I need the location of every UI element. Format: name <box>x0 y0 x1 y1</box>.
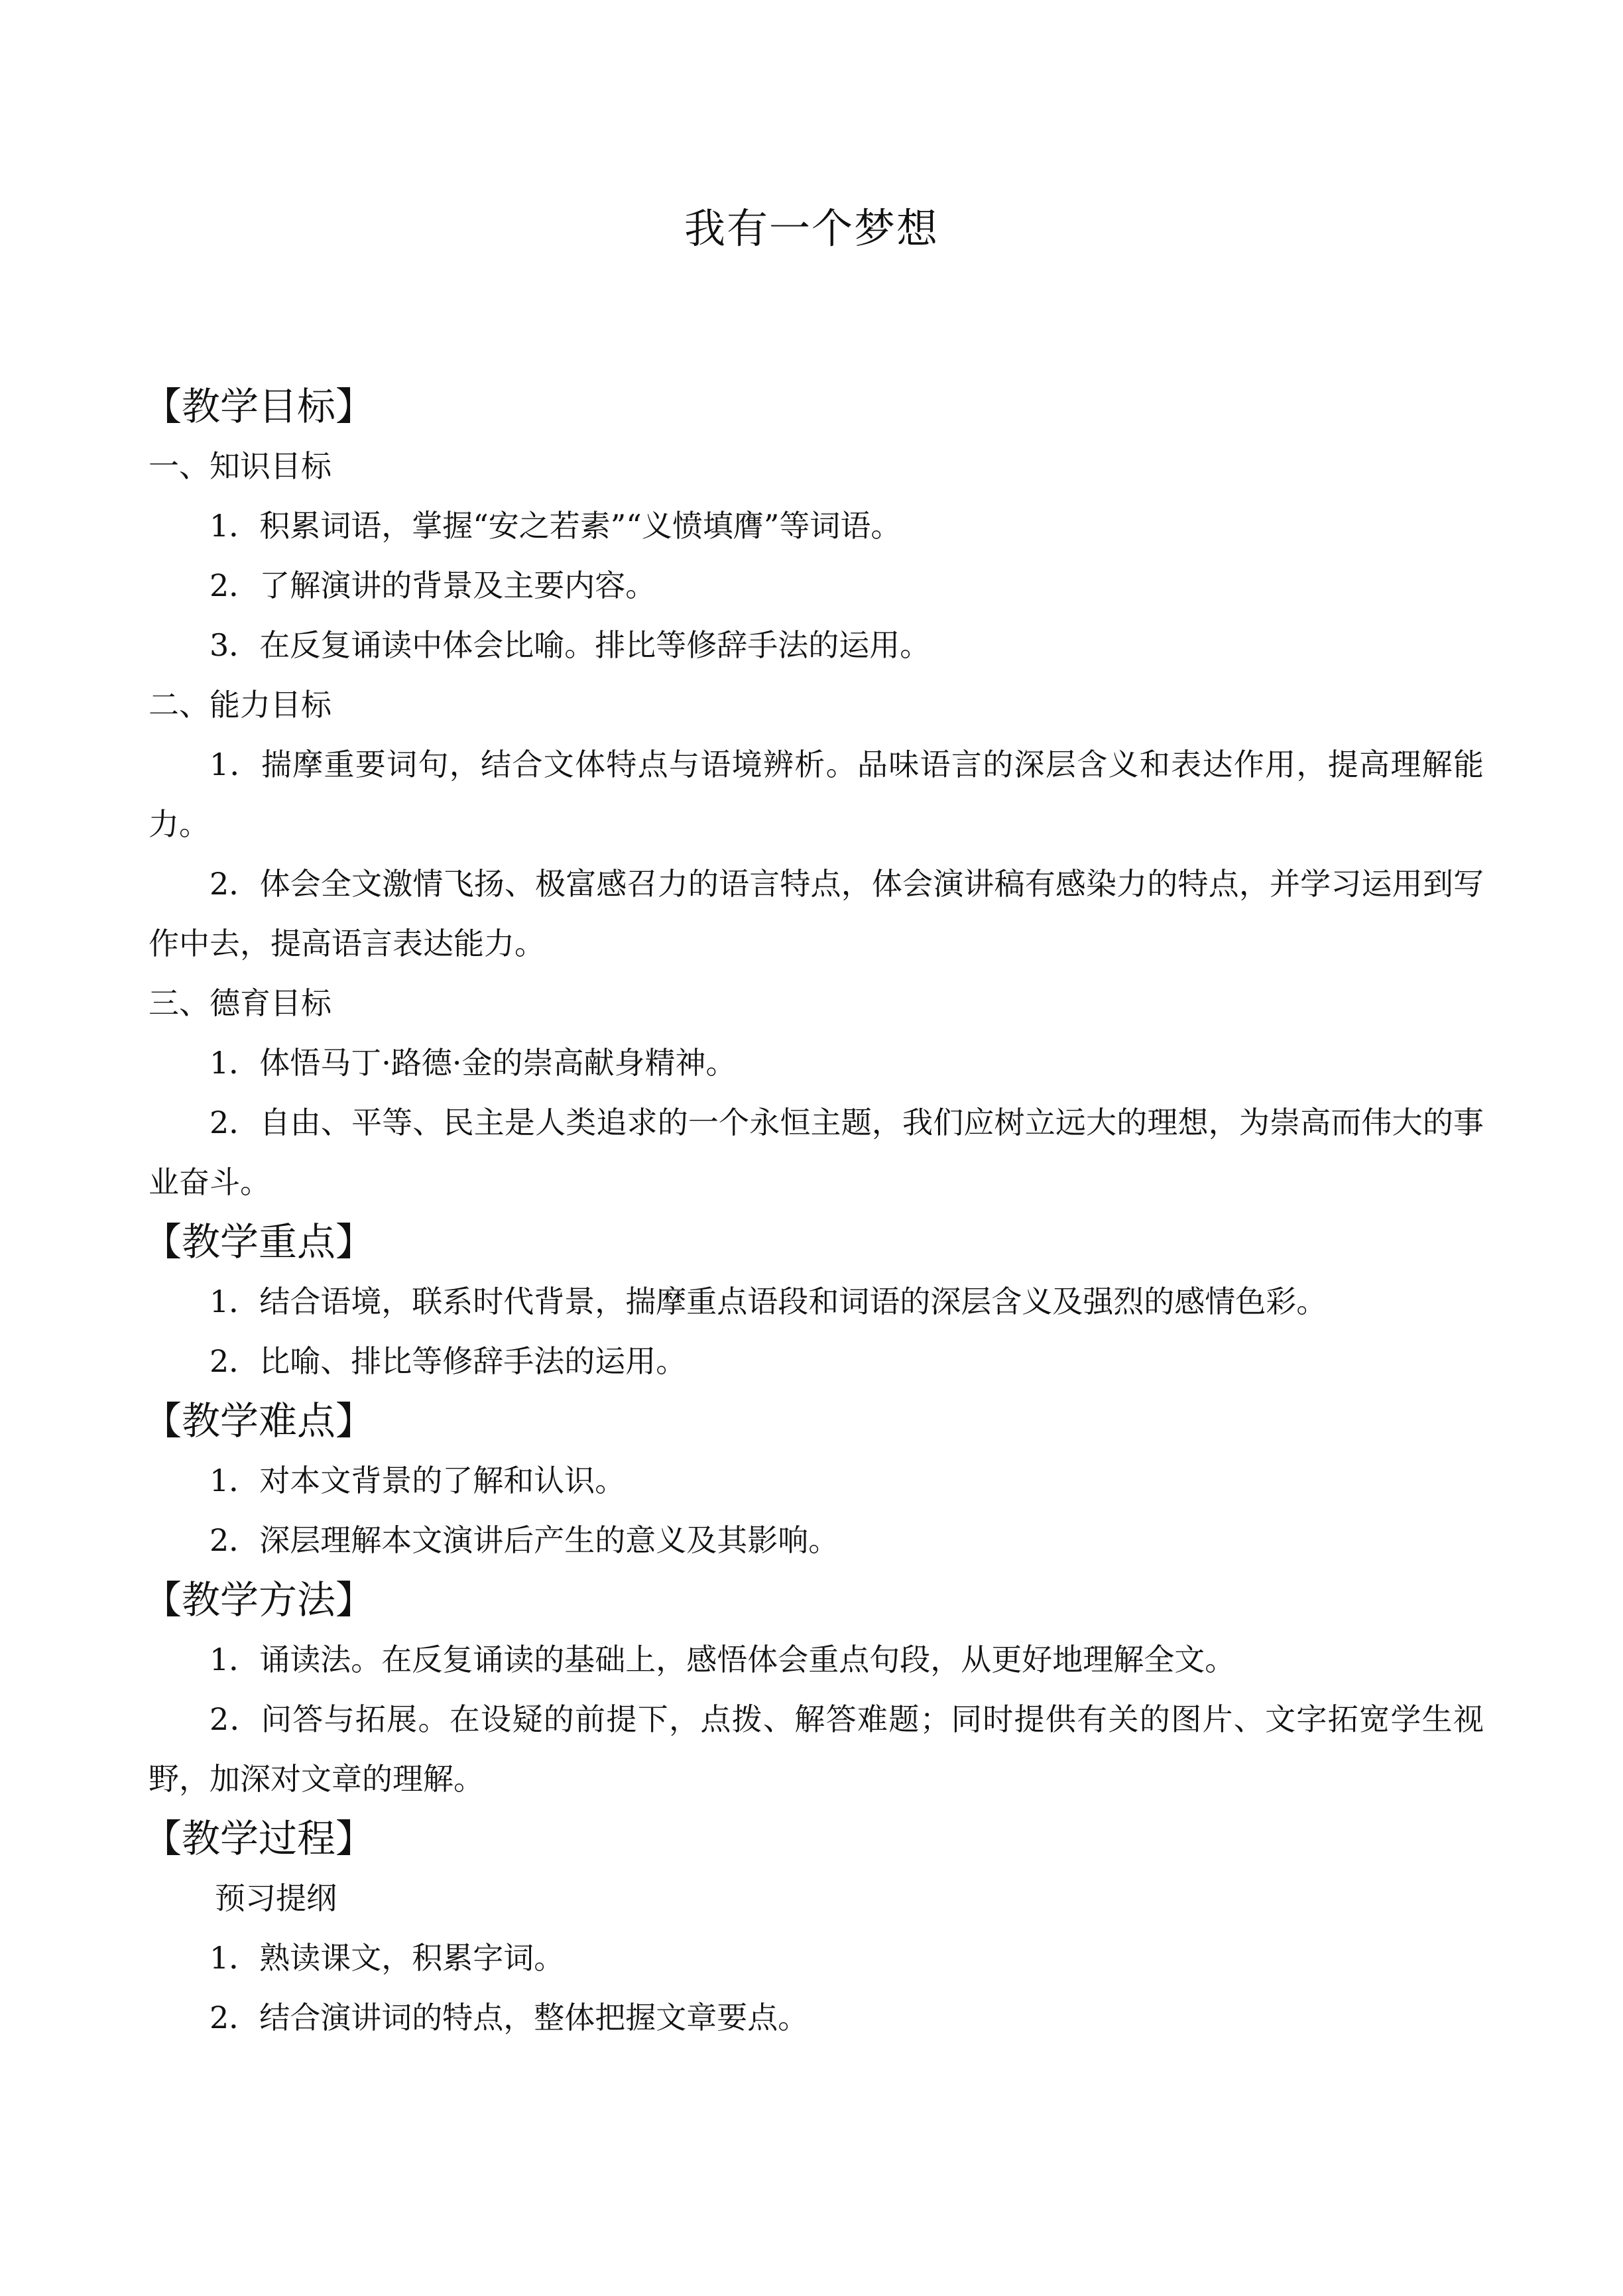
section-heading-difficulties: 【教学难点】 <box>143 1398 375 1443</box>
preview-outline-label: 预习提纲 <box>215 1880 337 1916</box>
subheading-ability: 二、能力目标 <box>149 687 331 723</box>
ability-item-1: 1．揣摩重要词句，结合文体特点与语境辨析。品味语言的深层含义和表达作用，提高理解能力。 <box>149 747 1484 842</box>
section-heading-objectives: 【教学目标】 <box>143 384 375 429</box>
subheading-knowledge: 一、知识目标 <box>149 448 331 484</box>
section-heading-methods: 【教学方法】 <box>143 1577 375 1622</box>
subheading-moral: 三、德育目标 <box>149 985 331 1021</box>
section-heading-key-points: 【教学重点】 <box>143 1219 375 1264</box>
process-item-1: 1．熟读课文，积累字词。 <box>210 1940 565 1976</box>
difficulty-item-1: 1．对本文背景的了解和认识。 <box>210 1463 626 1498</box>
method-item-2: 2．问答与拓展。在设疑的前提下，点拨、解答难题；同时提供有关的图片、文字拓宽学生视野，加深对文章的理解。 <box>149 1701 1484 1797</box>
key-point-item-2: 2．比喻、排比等修辞手法的运用。 <box>210 1343 687 1379</box>
knowledge-item-2: 2．了解演讲的背景及主要内容。 <box>210 568 656 603</box>
key-point-item-1: 1．结合语境，联系时代背景，揣摩重点语段和词语的深层含义及强烈的感情色彩。 <box>210 1284 1327 1319</box>
moral-item-2: 2．自由、平等、民主是人类追求的一个永恒主题，我们应树立远大的理想，为崇高而伟大的事业奋斗。 <box>149 1105 1484 1200</box>
knowledge-item-1: 1．积累词语，掌握“安之若素”“义愤填膺”等词语。 <box>210 508 902 544</box>
document-title: 我有一个梦想 <box>684 204 939 253</box>
document-body <box>143 377 1484 2047</box>
section-heading-process: 【教学过程】 <box>143 1816 375 1861</box>
moral-item-1: 1．体悟马丁·路德·金的崇高献身精神。 <box>210 1045 737 1081</box>
ability-item-2: 2．体会全文激情飞扬、极富感召力的语言特点，体会演讲稿有感染力的特点，并学习运用到写作中去，提高语言表达能力。 <box>149 866 1484 961</box>
method-item-1: 1．诵读法。在反复诵读的基础上，感悟体会重点句段，从更好地理解全文。 <box>210 1642 1236 1677</box>
process-item-2: 2．结合演讲词的特点，整体把握文章要点。 <box>210 2000 809 2035</box>
knowledge-item-3: 3．在反复诵读中体会比喻。排比等修辞手法的运用。 <box>210 627 931 663</box>
difficulty-item-2: 2．深层理解本文演讲后产生的意义及其影响。 <box>210 1522 839 1558</box>
